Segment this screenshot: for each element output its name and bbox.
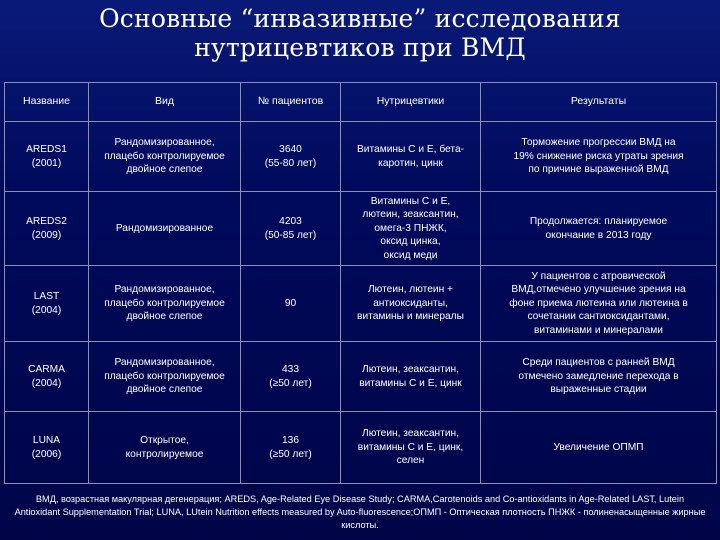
cell-name: AREDS2 (2009): [5, 192, 89, 266]
cell-nutrients: Витамины С и Е, лютеин, зеаксантин, омега-3 ПНЖК, оксид цинка, оксид меди: [341, 192, 481, 266]
cell-type: Открытое, контролируемое: [89, 412, 241, 484]
header-nutrients: Нутрицевтики: [341, 83, 481, 122]
slide-title-line-2: нутрицевтиков при ВМД: [194, 33, 526, 62]
cell-patients: 4203 (50-85 лет): [241, 192, 341, 266]
header-type: Вид: [89, 83, 241, 122]
cell-nutrients: Лютеин, зеаксантин, витамины С и Е, цинк, селен: [341, 412, 481, 484]
header-name: Название: [5, 83, 89, 122]
table-row: [5, 192, 717, 266]
table-row: [5, 342, 717, 412]
cell-patients: 90: [241, 266, 341, 342]
abbreviations-footnote: ВМД, возрастная макулярная дегенерация; AREDS, Age-Related Eye Disease Study; CARMA,Carotenoids and Co-antioxidants in Age-Related LAST, Lutein Antioxidant Supplementation Trial; LUNA, LUtein Nutrition effects measured by Auto-fluorescence;ОПМП - Оптическая плотность ПНЖК - полиненасыщенные жирные кислоты.: [14, 494, 706, 530]
table-row: [5, 412, 717, 484]
slide-title: [0, 4, 720, 62]
cell-nutrients: Витамины С и Е, бета- каротин, цинк: [341, 122, 481, 192]
cell-patients: 433 (≥50 лет): [241, 342, 341, 412]
cell-name: LUNA (2006): [5, 412, 89, 484]
table-header-row: [5, 83, 717, 122]
table-row: [5, 266, 717, 342]
cell-patients: 3640 (55-80 лет): [241, 122, 341, 192]
header-patients: № пациентов: [241, 83, 341, 122]
cell-results: У пациентов с атровической ВМД,отмечено улучшение зрения на фоне приема лютеина или лютеина в сочетании сантиоксидантами, витаминами и минералами: [481, 266, 717, 342]
slide-title-line-1: Основные “инвазивные” исследования: [99, 4, 621, 33]
cell-name: AREDS1 (2001): [5, 122, 89, 192]
cell-results: Продолжается: планируемое окончание в 2013 году: [481, 192, 717, 266]
studies-table: [4, 82, 717, 484]
header-results: Результаты: [481, 83, 717, 122]
cell-patients: 136 (≥50 лет): [241, 412, 341, 484]
cell-nutrients: Лютеин, зеаксантин, витамины С и Е, цинк: [341, 342, 481, 412]
cell-type: Рандомизированное, плацебо контролируемое двойное слепое: [89, 122, 241, 192]
cell-results: Среди пациентов с ранней ВМД отмечено замедление перехода в выраженные стадии: [481, 342, 717, 412]
cell-type: Рандомизированное, плацебо контролируемое двойное слепое: [89, 266, 241, 342]
table-row: [5, 122, 717, 192]
cell-results: Увеличение ОПМП: [481, 412, 717, 484]
cell-type: Рандомизированное: [89, 192, 241, 266]
cell-type: Рандомизированное, плацебо контролируемое двойное слепое: [89, 342, 241, 412]
cell-nutrients: Лютеин, лютеин + антиоксиданты, витамины и минералы: [341, 266, 481, 342]
cell-name: LAST (2004): [5, 266, 89, 342]
cell-results: Торможение прогрессии ВМД на 19% снижение риска утраты зрения по причине выраженной ВМД: [481, 122, 717, 192]
cell-name: CARMA (2004): [5, 342, 89, 412]
